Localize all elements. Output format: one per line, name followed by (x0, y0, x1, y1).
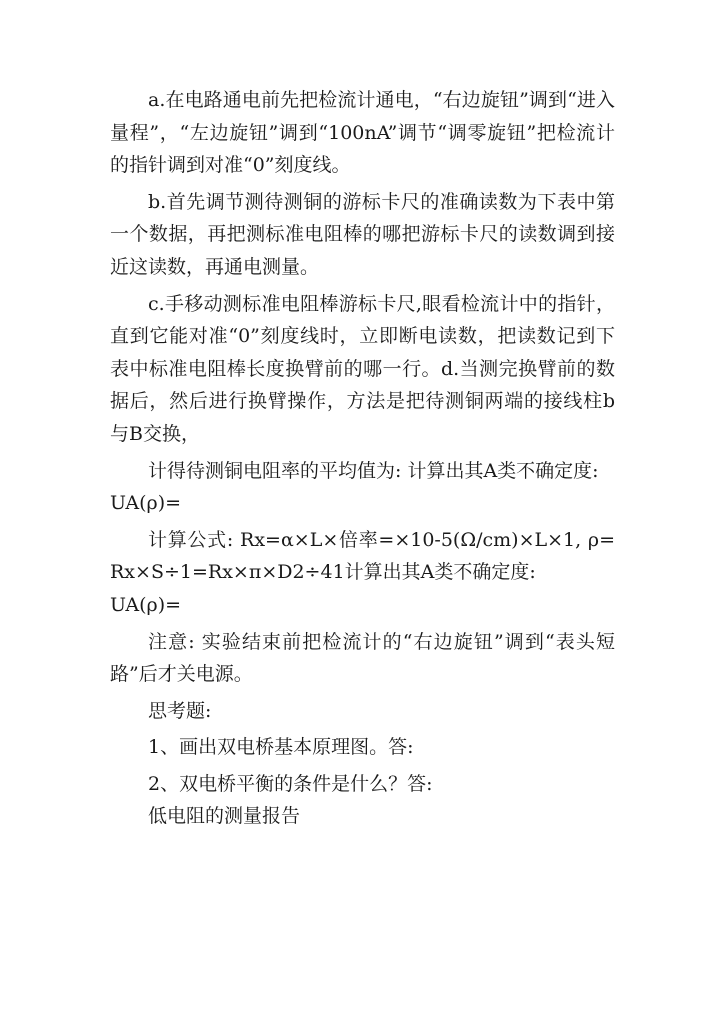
document-body (110, 84, 615, 833)
step-b-paragraph: b.首先调节测待测铜的游标卡尺的准确读数为下表中第一个数据，再把测标准电阻棒的哪把游标卡尺的读数调到接近这读数，再通电测量。 (110, 190, 615, 278)
note-paragraph: 注意: 实验结束前把检流计的“右边旋钮”调到“表头短路”后才关电源。 (110, 630, 615, 686)
question-1: 1、画出双电桥基本原理图。答: (148, 736, 414, 759)
report-title: 低电阻的测量报告 (148, 805, 301, 828)
uncertainty-formula-2: UA(ρ)= (110, 593, 182, 616)
question-2: 2、双电桥平衡的条件是什么？答: (148, 772, 433, 795)
average-resistivity-line: 计得待测铜电阻率的平均值为: 计算出其A类不确定度: (148, 459, 599, 482)
questions-heading: 思考题: (148, 699, 212, 722)
calculation-formula-paragraph: 计算公式: Rx=α×L×倍率=×10-5(Ω/cm)×L×1, ρ=Rx×S÷1=Rx×π×D2÷41计算出其A类不确定度: (110, 528, 615, 584)
step-a-paragraph: a.在电路通电前先把检流计通电，“右边旋钮”调到“进入量程”，“左边旋钮”调到“100nA”调节“调零旋钮”把检流计的指针调到对准“0”刻度线。 (110, 89, 615, 177)
uncertainty-formula-1: UA(ρ)= (110, 492, 182, 515)
step-c-d-paragraph: c.手移动测标准电阻棒游标卡尺,眼看检流计中的指针，直到它能对准“0”刻度线时，立即断电读数，把读数记到下表中标准电阻棒长度换臂前的哪一行。d.当测完换臂前的数据后，然后进行换臂操作，方法是把待测铜两端的接线柱b与B交换， (110, 292, 615, 445)
